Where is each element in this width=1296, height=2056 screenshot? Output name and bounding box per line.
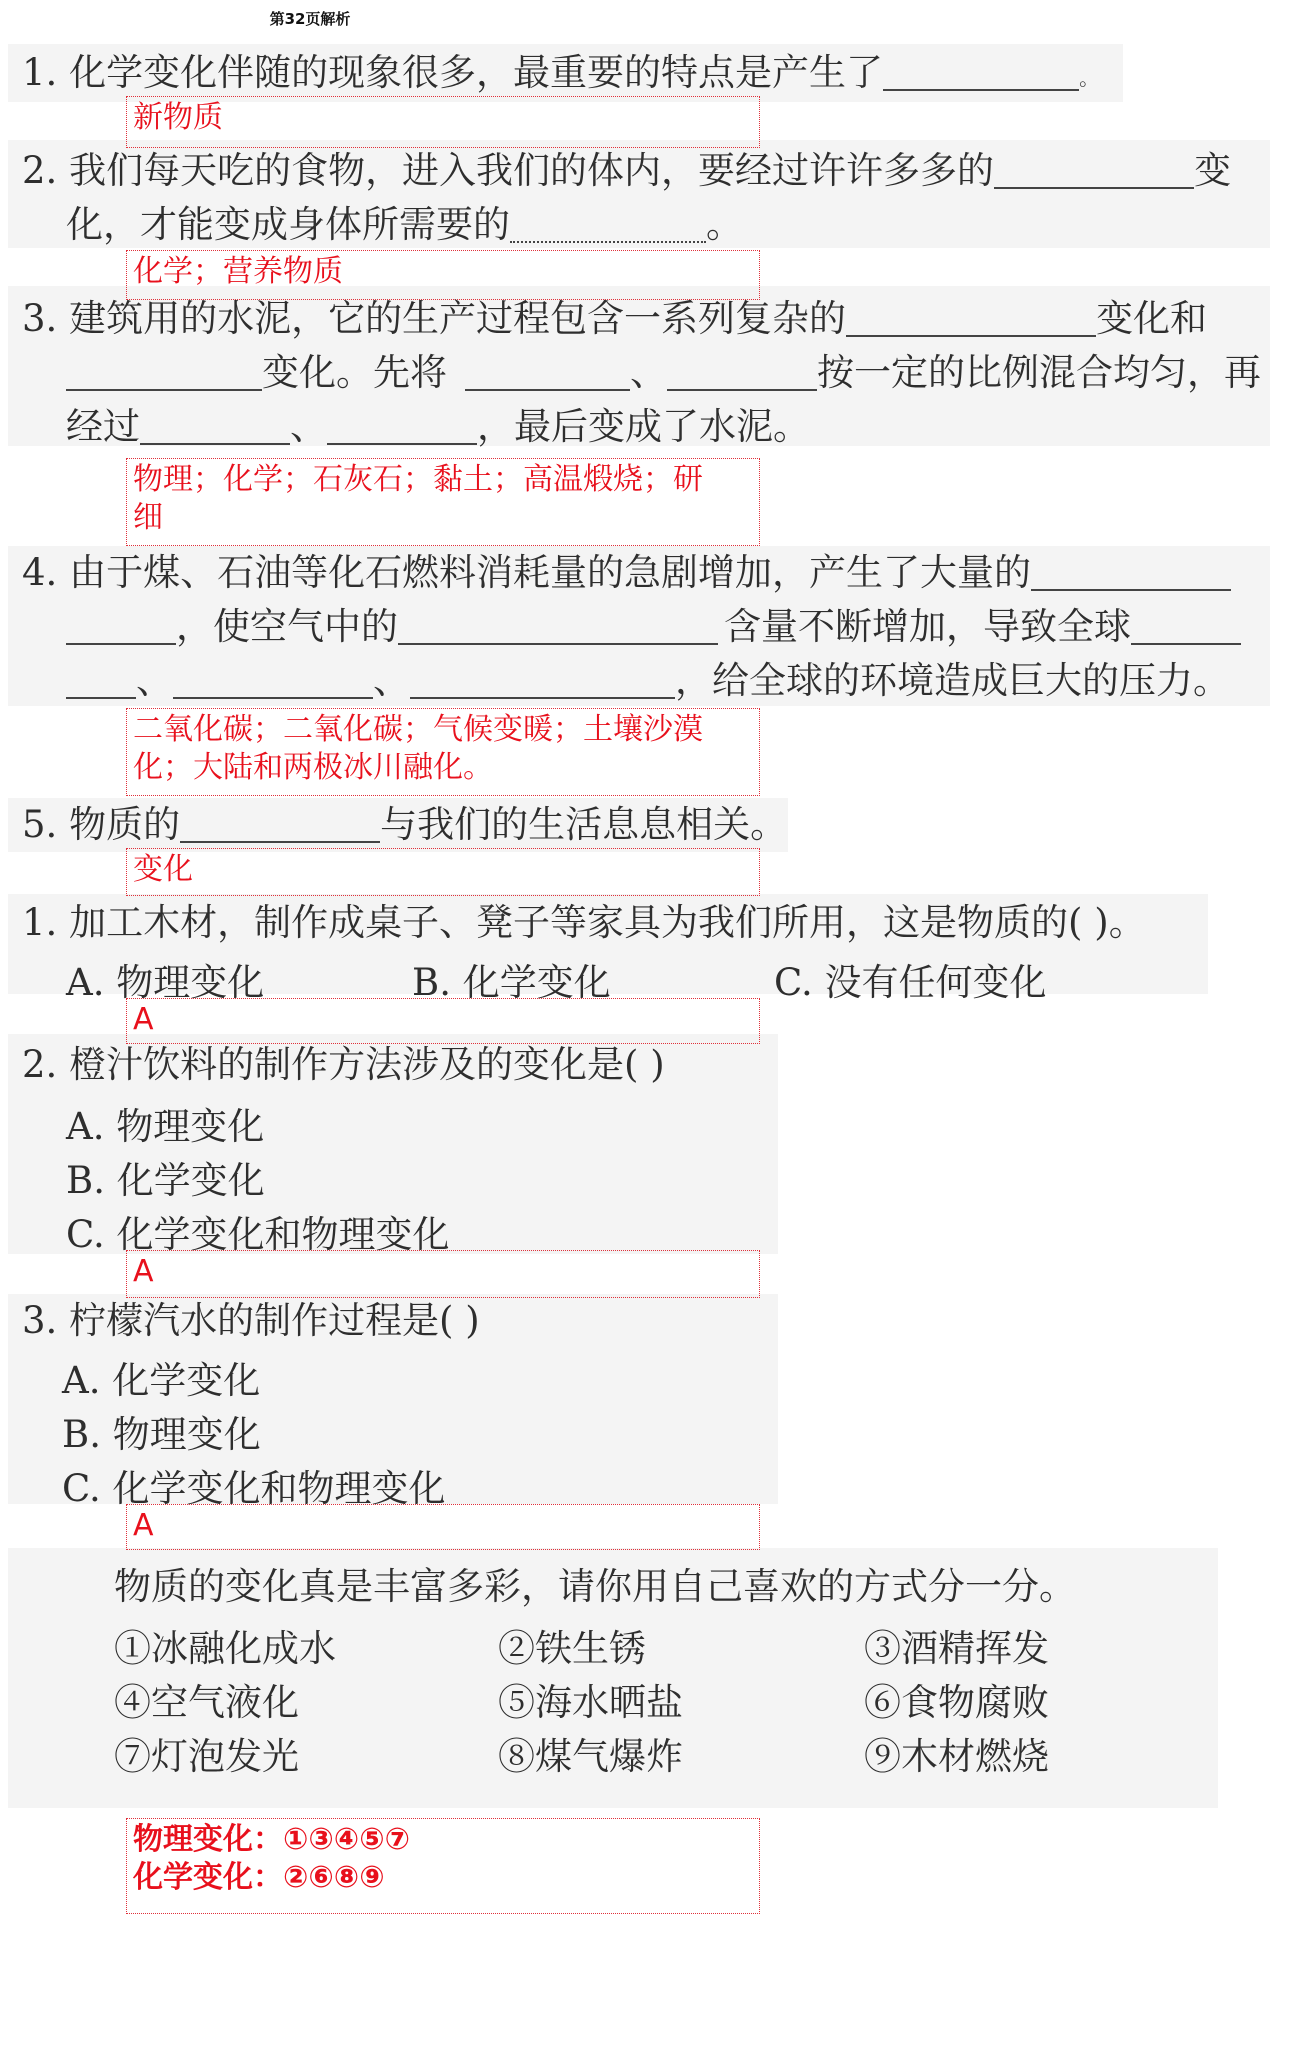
answer-box-classify: 物理变化：①③④⑤⑦ 化学变化：②⑥⑧⑨ xyxy=(126,1818,760,1914)
classify-item-2: ②铁生锈 xyxy=(498,1627,646,1670)
fill-question-3-line-3: 经过 、 ，最后变成了水泥。 xyxy=(66,405,810,448)
classify-prompt: 物质的变化真是丰富多彩，请你用自己喜欢的方式分一分。 xyxy=(114,1565,1076,1608)
choice-2-option-a: A. 物理变化 xyxy=(66,1105,265,1148)
answer-box-1: 新物质 xyxy=(126,96,760,148)
answer-box-2: 化学；营养物质 xyxy=(126,250,760,300)
fill-question-2-line-2: 化，才能变成身体所需要的 。 xyxy=(66,203,743,246)
choice-2-option-b: B. 化学变化 xyxy=(66,1159,265,1202)
answer-box-4: 二氧化碳；二氧化碳；气候变暖；土壤沙漠 化；大陆和两极冰川融化。 xyxy=(126,708,760,796)
answer-box-choice-3: A xyxy=(126,1504,760,1550)
classify-item-3: ③酒精挥发 xyxy=(864,1627,1049,1670)
choice-1-option-c: C. 没有任何变化 xyxy=(774,961,1047,1004)
answer-box-5: 变化 xyxy=(126,848,760,896)
fill-question-4-line-1: 4. 由于煤、石油等化石燃料消耗量的急剧增加，产生了大量的 xyxy=(22,546,1231,600)
choice-1-option-a: A. 物理变化 xyxy=(66,961,265,1004)
choice-1-option-b: B. 化学变化 xyxy=(412,961,611,1004)
choice-question-1: 1. 加工木材，制作成桌子、凳子等家具为我们所用，这是物质的( )。 xyxy=(22,901,1146,944)
fill-question-3-line-2: 变化。先将 、 按一定的比例混合均匀，再 xyxy=(66,346,1261,400)
answer-box-choice-2: A xyxy=(126,1250,760,1298)
choice-question-2: 2. 橙汁饮料的制作方法涉及的变化是( ) xyxy=(22,1043,665,1086)
choice-3-option-c: C. 化学变化和物理变化 xyxy=(62,1467,446,1510)
fill-question-5: 5. 物质的 与我们的生活息息相关。 xyxy=(22,803,788,846)
classify-item-9: ⑨木材燃烧 xyxy=(864,1735,1049,1778)
classify-item-4: ④空气液化 xyxy=(114,1681,299,1724)
classify-item-7: ⑦灯泡发光 xyxy=(114,1735,299,1778)
choice-question-3: 3. 柠檬汽水的制作过程是( ) xyxy=(22,1299,480,1342)
classify-item-6: ⑥食物腐败 xyxy=(864,1681,1049,1724)
choice-3-option-b: B. 物理变化 xyxy=(62,1413,261,1456)
choice-2-option-c: C. 化学变化和物理变化 xyxy=(66,1213,450,1256)
fill-question-1: 1. 化学变化伴随的现象很多，最重要的特点是产生了 。 xyxy=(22,51,1100,94)
fill-question-3-line-1: 3. 建筑用的水泥，它的生产过程包含一系列复杂的 变化和 xyxy=(22,297,1208,340)
fill-question-4-line-2: ，使空气中的 含量不断增加，导致全球 xyxy=(66,600,1241,654)
fill-question-2-line-1: 2. 我们每天吃的食物，进入我们的体内，要经过许许多多的 变 xyxy=(22,149,1232,192)
fill-question-4-line-3: 、 、 ，给全球的环境造成巨大的压力。 xyxy=(66,654,1230,708)
classify-item-1: ①冰融化成水 xyxy=(114,1627,336,1670)
answer-box-3: 物理；化学；石灰石；黏土；高温煅烧；研 细 xyxy=(126,458,760,546)
classify-item-8: ⑧煤气爆炸 xyxy=(498,1735,683,1778)
answer-box-choice-1: A xyxy=(126,998,760,1044)
page-header: 第32页解析 xyxy=(269,10,351,28)
classify-item-5: ⑤海水晒盐 xyxy=(498,1681,683,1724)
choice-3-option-a: A. 化学变化 xyxy=(62,1359,261,1402)
